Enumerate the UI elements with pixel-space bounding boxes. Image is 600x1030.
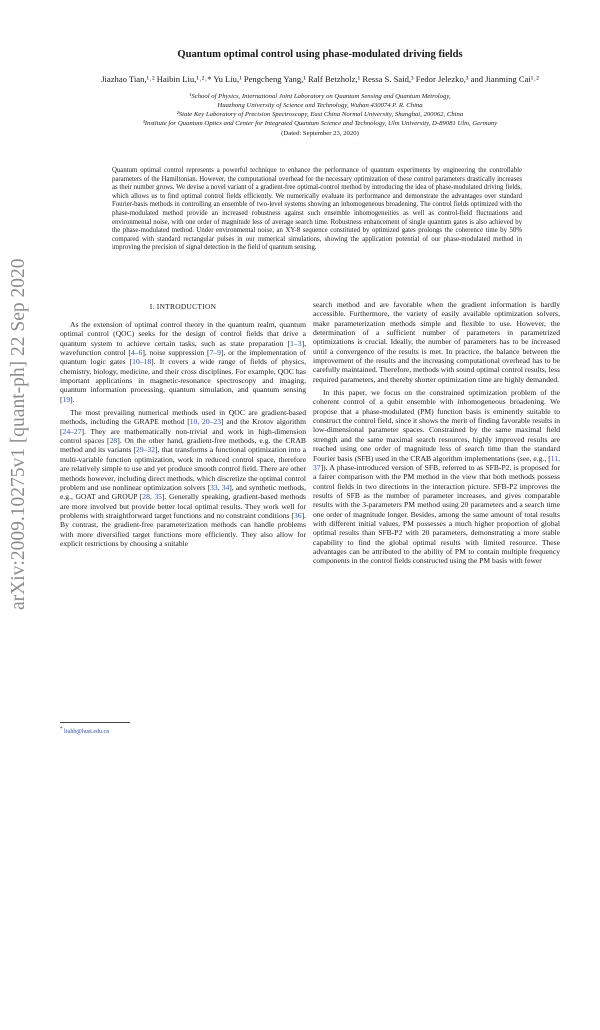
intro-paragraph-2: The most prevailing numerical methods used in QOC are gradient-based methods, including the GRAPE method [10, 20–23] and the Krotov algorithm [24–27]. They are mathematically non-trivial and work in high-dimension control spaces [28]. On the other hand, gradient-free methods, e.g. the CRAB method and its variants [29–32], that transforms a functional optimization into a multi-variable function optimization, work in reduced control space, therefore are relatively simple to use and yet produce smooth control field. There are other methods however, including direct methods, which discretize the optimal control problem and use nonlinear optimization solvers [33, 34], and synthetic methods, e.g., GOAT and GROUP [28, 35]. Generally speaking, gradient-based methods are more involved but provide better local optimal results. They work well for problems with straightforward target functions and no constraint conditions [36]. By contrast, the gradient-free parameterization methods can handle problems with more diversified target functions more efficiently. They also allow for explicit restrictions by choosing a suitable: [60, 408, 307, 548]
citation-link[interactable]: 28, 35: [142, 492, 162, 502]
affiliation-1b: Huazhong University of Science and Technology, Wuhan 430074 P. R. China: [217, 101, 423, 109]
citation-link[interactable]: 10–18: [132, 357, 152, 367]
section-heading-introduction: I. INTRODUCTION: [149, 302, 217, 311]
intro-paragraph-1: As the extension of optimal control theory in the quantum realm, quantum optimal control (QOC) seeks for the design of control fields that drive a quantum system to achieve certain tasks, such as state preparation [1–3], wavefunction control [4–6], noise suppression [7–9], or the implementation of quantum logic gates [10–18]. It covers a wide range of fields of physics, chemistry, biology, medicine, and their cross disciplines. For example, QOC has important applications in magnetic-resonance spectroscopy and imaging, quantum information processing, quantum simulation, and quantum sensing [19].: [60, 320, 306, 404]
left-column: [60, 320, 306, 548]
citation-link[interactable]: 1–3: [290, 338, 302, 348]
intro-paragraph-3: search method and are favorable when the gradient information is hardly accessible. Furthermore, the variety of easily available optimization solvers, make parameterization methods simple and flexible to use. However, the determination of a sufficient number of parameters in parametrized optimizations is crucial. Ideally, the number of parameters has to be increased until a convergence of the results is met. In practice, the balance between the improvement of the results and the increasing computational overhead has to be carefully maintained. Therefore, methods with sound optimal control results, less required parameters, and thereby shorter optimization time are highly demanded.: [313, 300, 560, 384]
citation-link[interactable]: 11, 37: [313, 453, 560, 472]
citation-link[interactable]: 29–32: [136, 445, 156, 455]
arxiv-identifier: [8, 258, 38, 1030]
affiliation-1a: ¹School of Physics, International Joint Laboratory on Quantum Sensing and Quantum Metrology,: [189, 93, 451, 100]
right-column: [313, 300, 560, 566]
affiliation-2: ²State Key Laboratory of Precision Spectroscopy, East China Normal University, Shanghai, 200062, China: [176, 111, 464, 118]
citation-link[interactable]: 4–6: [130, 348, 143, 358]
citation-link[interactable]: 36: [293, 510, 302, 520]
paper-title: Quantum optimal control using phase-modulated driving fields: [177, 49, 463, 60]
abstract: Quantum optimal control represents a powerful technique to enhance the performance of quantum experiments by engineering the controllable parameters of the Hamiltonian. However, the computational overhead for the necessary optimization of these control parameters drastically increases as their number grows. We devise a novel variant of a gradient-free optimal-control method by introducing the idea of phase-modulated driving fields, which allows us to find optimal control fields efficiently. We numerically evaluate its performance and demonstrate the advantages over standard Fourier-basis methods in controlling an ensemble of two-level systems showing an inhomogeneous broadening. The control fields optimized with the phase-modulated method provide an increased robustness against such ensemble inhomogeneities as well as control-field fluctuations and environmental noise, with one order of magnitude less of average search time. Robustness enhancement of single quantum gates is also achieved by the phase-modulated method. Under environmental noise, an XY-8 sequence constituted by optimized gates prolongs the coherence time by 50% compared with standard rectangular pulses in our numerical simulations, showing the application potential of our phase-modulated method in improving the precision of signal detection in the field of quantum sensing.: [112, 167, 522, 252]
author-list: Jiazhao Tian,¹˒² Haibin Liu,¹˒²˒* Yu Liu,¹ Pengcheng Yang,¹ Ralf Betzholz,¹ Ressa S. Said,³ Fedor Jelezko,³ and Jianming Cai¹˒²: [101, 74, 539, 84]
footnote-rule: [60, 722, 130, 723]
citation-link[interactable]: 24–27: [62, 426, 82, 436]
citation-link[interactable]: 10, 20–23: [189, 417, 222, 427]
dated-line: (Dated: September 23, 2020): [281, 130, 359, 137]
citation-link[interactable]: 19: [62, 394, 71, 404]
citation-link[interactable]: 7–9: [209, 348, 221, 358]
author-email-link[interactable]: liuhb@hust.edu.cn: [64, 729, 110, 735]
affiliation-3: ³Institute for Quantum Optics and Center for Integrated Quantum Science and Technology, Ulm University, D-89081 Ulm, Germany: [142, 120, 498, 127]
arxiv-identifier-text: arXiv:2009.10275v1 [quant-ph] 22 Sep 2020: [8, 258, 29, 610]
citation-link[interactable]: 28: [109, 436, 118, 446]
citation-link[interactable]: 33, 34: [210, 482, 230, 492]
intro-paragraph-4: In this paper, we focus on the constrained optimization problem of the coherent control of a qubit ensemble with inhomogeneous broadening. We propose that a phase-modulated (PM) function basis is eminently suitable to construct the control field, since it shows the merit of finding favorable results in low-dimensional parameter spaces. Constrained by the same maximal field strength and the same maximal search resources, highly improved results are reached using one order of magnitude less of search time than the standard Fourier basis (SFB) used in the CRAB algorithm implementations (see, e.g., [11, 37]). A phase-introduced version of SFB, referred to as SFB-P2, is proposed for a fairer comparison with the PM method in the view that both methods possess control fields in two directions in the interaction picture. SFB-P2 improves the results of SFB as the number of parameter increases, and gives comparable results with the 3-parameters PM method using 20 parameters and a search time one order of magnitude longer. Besides, among the same amount of total results with different initial values, PM possesses a much higher proportion of global optimal results than SFB-P2 with 20 parameters, demonstrating a more stable capability to find the global optimal results with limited resource. These advantages can be attributed to the ability of PM to contain multiple frequency components in the control fields constructed using the PM basis with fewer: [313, 388, 560, 566]
footnote: [60, 727, 109, 735]
footnote-marker: *: [60, 727, 63, 732]
